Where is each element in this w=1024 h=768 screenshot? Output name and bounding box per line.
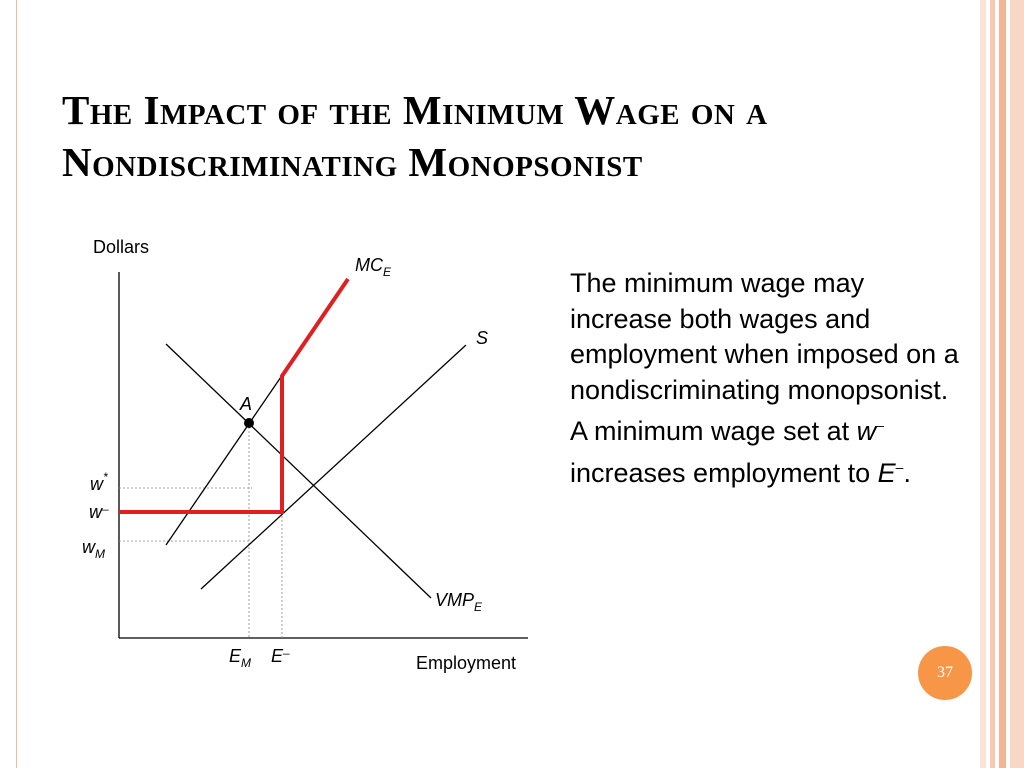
title-line-1: The Impact of the Minimum Wage on a [62, 87, 768, 133]
page-number-badge [918, 646, 972, 700]
supply-label: S [476, 328, 489, 348]
page-number: 37 [937, 664, 953, 681]
e-m-label: $E_M$ [229, 646, 252, 670]
point-a-marker [244, 418, 254, 428]
w-m-label: $w_M$ [82, 537, 105, 561]
y-axis-label: Dollars [93, 237, 150, 257]
point-a-label: A [240, 394, 253, 414]
mc-label: $MC_E$ [355, 255, 392, 279]
vmp-label: $VMP_E$ [435, 590, 483, 614]
supply-curve [201, 345, 466, 589]
explanation-text: The minimum wage may increase both wages and employment when imposed on a nondiscriminating monopsonist. A minimum wage set at w– increases employment to E–. [570, 268, 959, 488]
x-axis-label: Employment [416, 653, 517, 673]
title-line-2: Nondiscriminating Monopsonist [62, 139, 643, 185]
e-bar-label: E– [271, 646, 290, 666]
w-star-label: w* [90, 470, 108, 494]
vmp-curve [166, 344, 431, 598]
w-bar-label: w– [89, 502, 109, 522]
minimum-wage-mc-path [119, 279, 348, 512]
